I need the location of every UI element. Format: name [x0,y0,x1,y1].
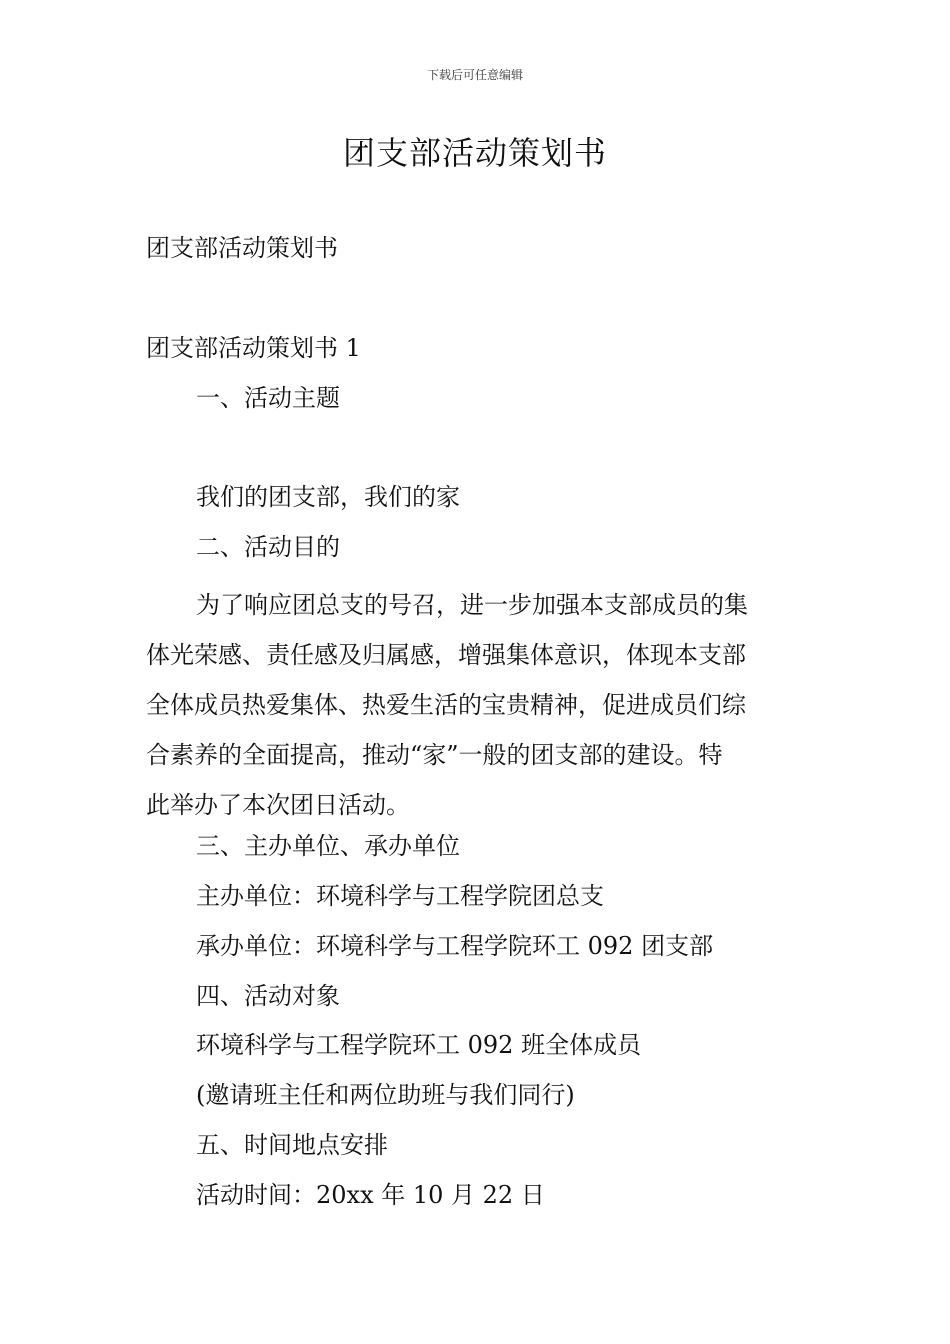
purpose-line: 全体成员热爱集体、热爱生活的宝贵精神，促进成员们综 [146,691,746,719]
document-subtitle: 团支部活动策划书 [146,234,338,262]
theme-text: 我们的团支部，我们的家 [196,483,460,511]
organizer-text: 主办单位：环境科学与工程学院团总支 [196,882,604,910]
section-title: 团支部活动策划书 1 [146,334,361,362]
target-text: 环境科学与工程学院环工 092 班全体成员 [196,1031,642,1059]
purpose-line: 体光荣感、责任感及归属感，增强集体意识，体现本支部 [146,641,746,669]
purpose-line: 为了响应团总支的号召，进一步加强本支部成员的集 [196,591,748,619]
purpose-line: 此举办了本次团日活动。 [146,791,410,819]
purpose-heading: 二、活动目的 [196,533,340,561]
purpose-paragraph [146,580,816,830]
purpose-line: 合素养的全面提高，推动“家”一般的团支部的建设。特 [146,741,723,769]
co-organizer-text: 承办单位：环境科学与工程学院环工 092 团支部 [196,932,714,960]
organizer-heading: 三、主办单位、承办单位 [196,832,460,860]
document-title: 团支部活动策划书 [342,134,607,172]
target-heading: 四、活动对象 [196,982,340,1010]
schedule-heading: 五、时间地点安排 [196,1131,388,1159]
theme-heading: 一、活动主题 [196,384,340,412]
target-note: (邀请班主任和两位助班与我们同行) [196,1081,575,1109]
header-note: 下载后可任意编辑 [426,68,523,82]
schedule-time: 活动时间：20xx 年 10 月 22 日 [196,1181,545,1209]
